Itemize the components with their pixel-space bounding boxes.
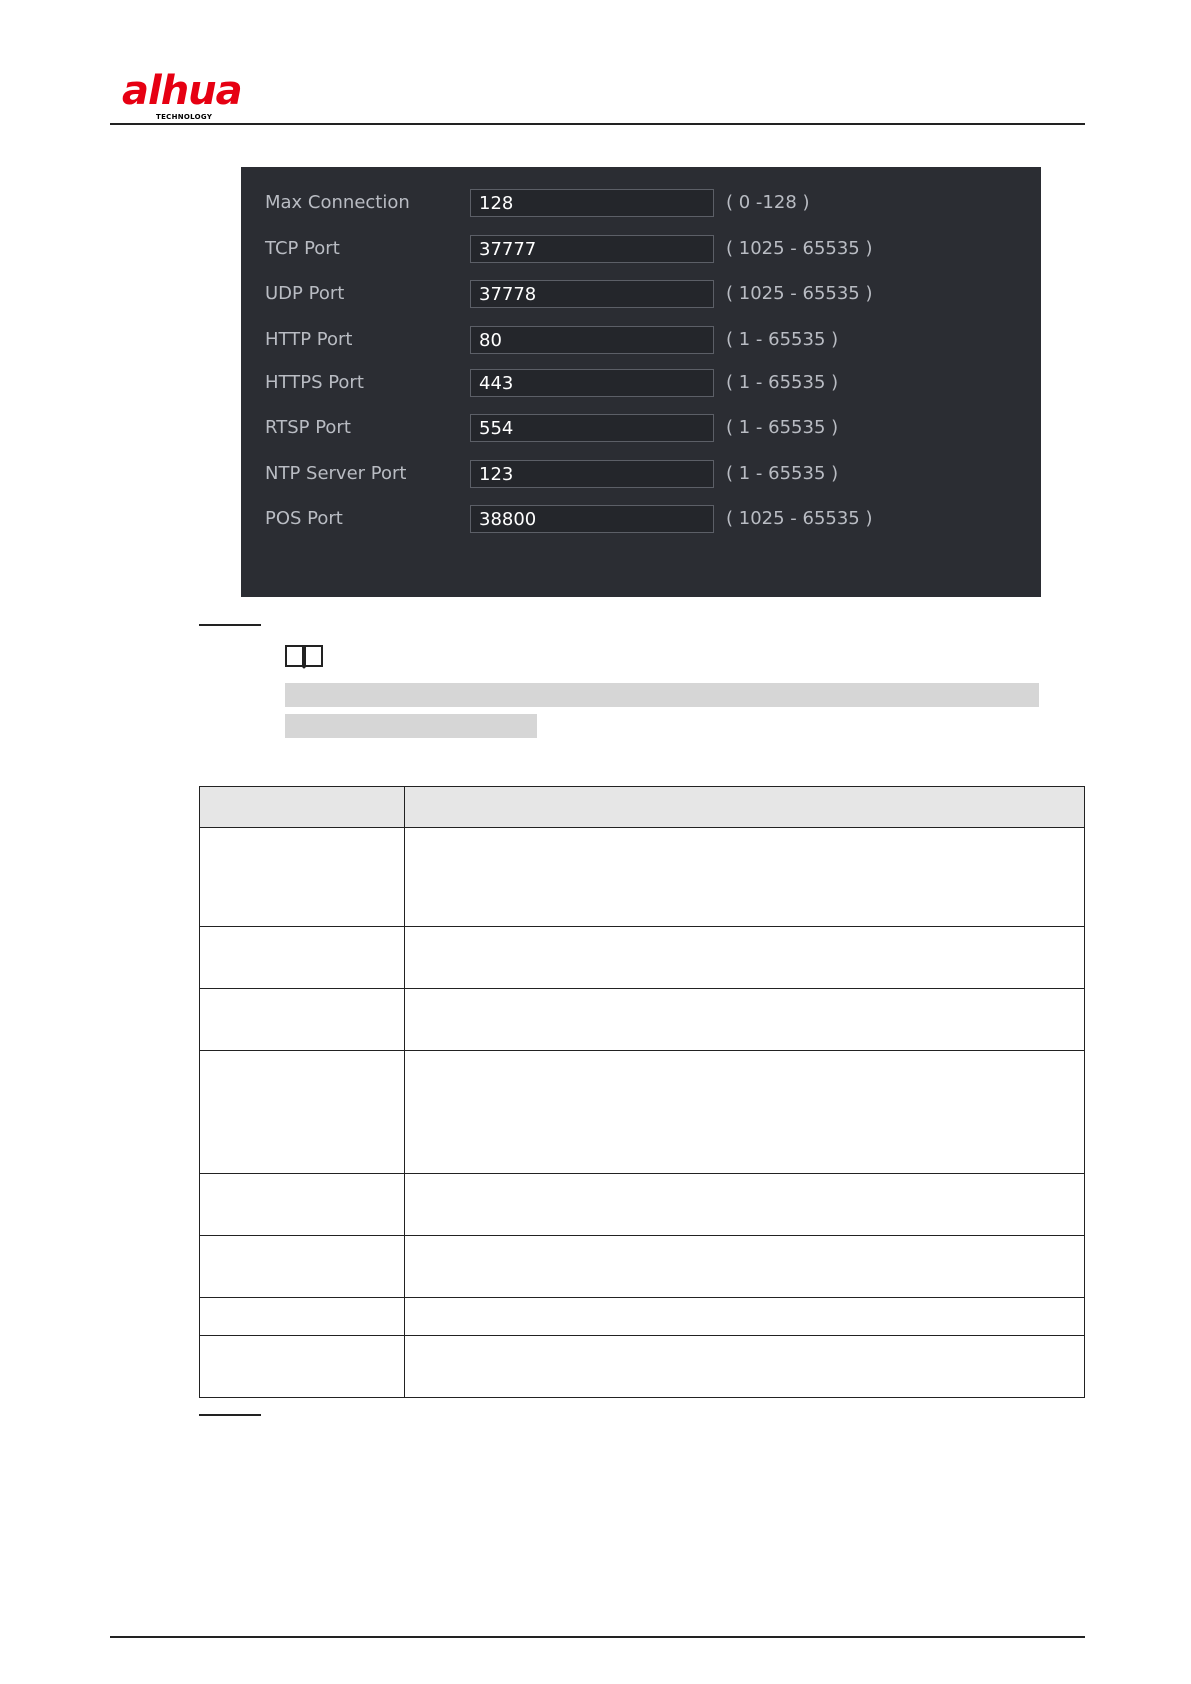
header-rule [110, 123, 1085, 125]
rtsp-port-input[interactable] [470, 414, 714, 442]
setting-row-ntp-server-port [241, 458, 1041, 490]
book-icon [284, 642, 324, 670]
setting-label: POS Port [265, 508, 343, 529]
setting-label: TCP Port [265, 238, 340, 259]
table-cell [405, 1174, 1085, 1236]
table-cell [405, 1051, 1085, 1174]
input-value: 554 [479, 418, 514, 439]
setting-label: RTSP Port [265, 417, 351, 438]
logo-wordmark: alhua [122, 68, 242, 114]
setting-label: HTTPS Port [265, 372, 364, 393]
input-value: 128 [479, 193, 514, 214]
step-marker [199, 1414, 261, 1416]
tcp-port-input[interactable] [470, 235, 714, 263]
table-cell [405, 828, 1085, 927]
setting-range: ( 1 - 65535 ) [726, 329, 839, 350]
setting-range: ( 1025 - 65535 ) [726, 238, 873, 259]
setting-label: NTP Server Port [265, 463, 407, 484]
parameter-table [199, 786, 1085, 1398]
input-value: 37778 [479, 284, 537, 305]
table-header-cell [405, 787, 1085, 828]
table-row [200, 1336, 1085, 1398]
setting-range: ( 1025 - 65535 ) [726, 508, 873, 529]
table-cell [405, 989, 1085, 1051]
input-value: 443 [479, 373, 514, 394]
table-row [200, 1236, 1085, 1298]
table-cell [200, 927, 405, 989]
redacted-note-line [285, 683, 1039, 707]
table-cell [405, 1336, 1085, 1398]
table-cell [405, 1298, 1085, 1336]
footer-rule [110, 1636, 1085, 1638]
step-marker [199, 624, 261, 626]
input-value: 123 [479, 464, 514, 485]
setting-range: ( 1025 - 65535 ) [726, 283, 873, 304]
setting-row-pos-port [241, 503, 1041, 535]
table-header-row [200, 787, 1085, 828]
table-cell [200, 828, 405, 927]
setting-row-udp-port [241, 278, 1041, 310]
max-connection-input[interactable] [470, 189, 714, 217]
setting-range: ( 1 - 65535 ) [726, 463, 839, 484]
dahua-logo [122, 68, 262, 124]
https-port-input[interactable] [470, 369, 714, 397]
redacted-note-line [285, 714, 537, 738]
table-cell [200, 1174, 405, 1236]
table-cell [200, 989, 405, 1051]
table-cell [200, 1051, 405, 1174]
ntp-server-port-input[interactable] [470, 460, 714, 488]
setting-row-max-connection [241, 187, 1041, 219]
table-header-cell [200, 787, 405, 828]
setting-label: HTTP Port [265, 329, 353, 350]
table-row [200, 1174, 1085, 1236]
setting-label: UDP Port [265, 283, 345, 304]
input-value: 38800 [479, 509, 537, 530]
table-row [200, 989, 1085, 1051]
table-row [200, 927, 1085, 989]
setting-range: ( 0 -128 ) [726, 192, 810, 213]
setting-row-https-port [241, 367, 1041, 399]
table-cell [405, 1236, 1085, 1298]
table-cell [405, 927, 1085, 989]
pos-port-input[interactable] [470, 505, 714, 533]
table-cell [200, 1298, 405, 1336]
udp-port-input[interactable] [470, 280, 714, 308]
table-row [200, 1298, 1085, 1336]
input-value: 80 [479, 330, 502, 351]
input-value: 37777 [479, 239, 537, 260]
setting-label: Max Connection [265, 192, 410, 213]
port-settings-panel [241, 167, 1041, 597]
table-cell [200, 1336, 405, 1398]
logo-subtitle: TECHNOLOGY [156, 113, 213, 121]
table-cell [200, 1236, 405, 1298]
setting-range: ( 1 - 65535 ) [726, 372, 839, 393]
table-row [200, 828, 1085, 927]
setting-row-tcp-port [241, 233, 1041, 265]
setting-row-rtsp-port [241, 412, 1041, 444]
setting-range: ( 1 - 65535 ) [726, 417, 839, 438]
http-port-input[interactable] [470, 326, 714, 354]
table-row [200, 1051, 1085, 1174]
setting-row-http-port [241, 324, 1041, 356]
